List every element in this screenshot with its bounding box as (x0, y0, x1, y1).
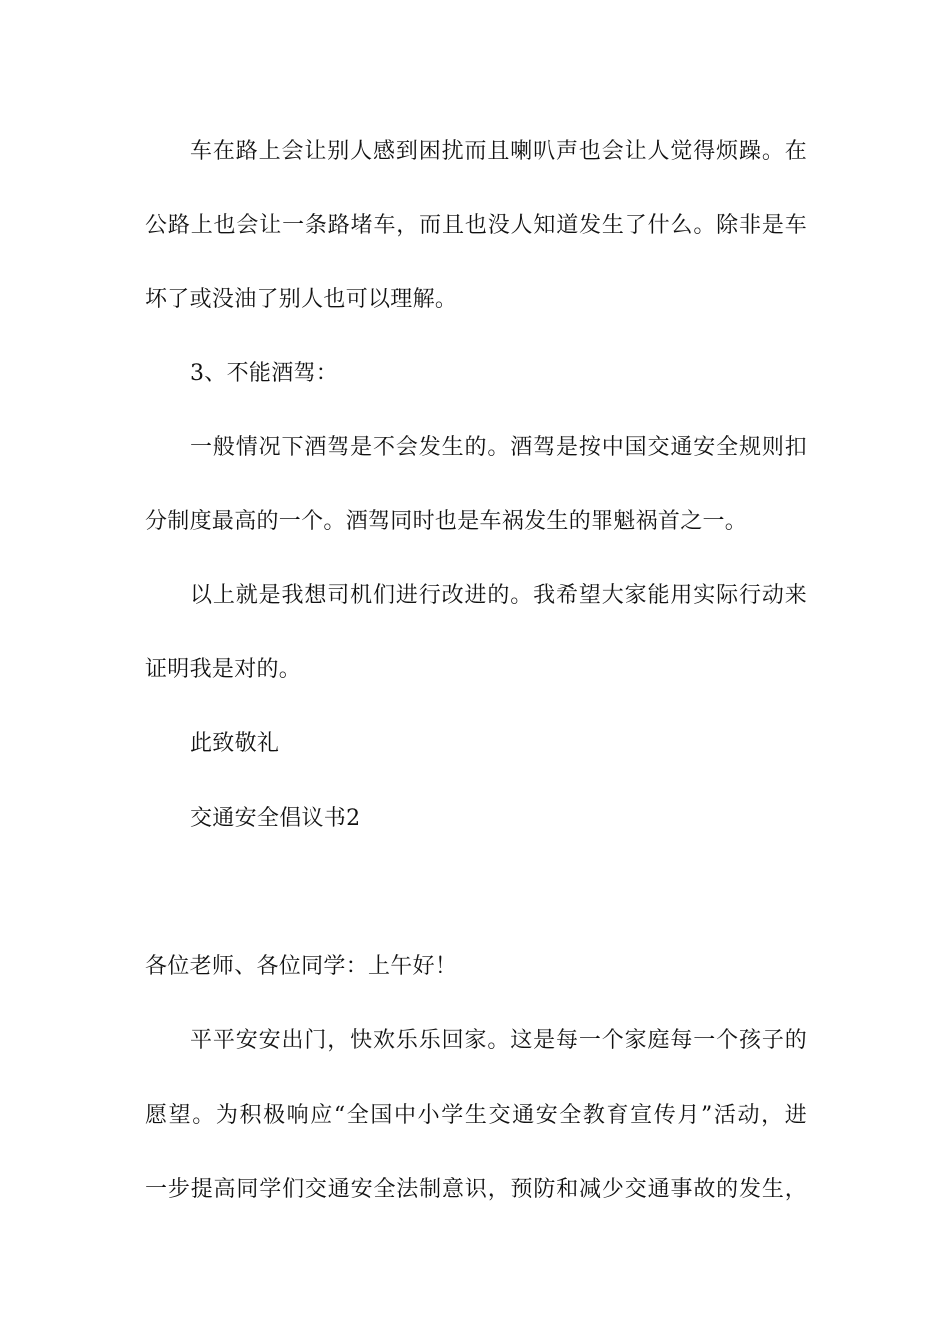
section-heading: 3、不能酒驾： (190, 361, 339, 386)
greeting: 各位老师、各位同学：上午好！ (145, 954, 458, 979)
paragraph-line: 证明我是对的。 (145, 657, 302, 682)
paragraph-line: 分制度最高的一个。酒驾同时也是车祸发生的罪魁祸首之一。 (145, 509, 748, 534)
paragraph-line: 一步提高同学们交通安全法制意识，预防和减少交通事故的发生， (145, 1177, 807, 1202)
document-title: 交通安全倡议书2 (190, 806, 361, 831)
paragraph-line: 愿望。为积极响应“全国中小学生交通安全教育宣传月”活动，进 (145, 1103, 807, 1128)
paragraph-line: 一般情况下酒驾是不会发生的。酒驾是按中国交通安全规则扣 (190, 435, 807, 460)
paragraph-line: 平平安安出门，快欢乐乐回家。这是每一个家庭每一个孩子的 (190, 1028, 807, 1053)
paragraph-line: 公路上也会让一条路堵车，而且也没人知道发生了什么。除非是车 (145, 213, 807, 238)
paragraph-line: 坏了或没油了别人也可以理解。 (145, 287, 458, 312)
paragraph-line: 车在路上会让别人感到困扰而且喇叭声也会让人觉得烦躁。在 (190, 139, 807, 164)
closing-salutation: 此致敬礼 (190, 731, 280, 756)
paragraph-line: 以上就是我想司机们进行改进的。我希望大家能用实际行动来 (190, 583, 807, 608)
